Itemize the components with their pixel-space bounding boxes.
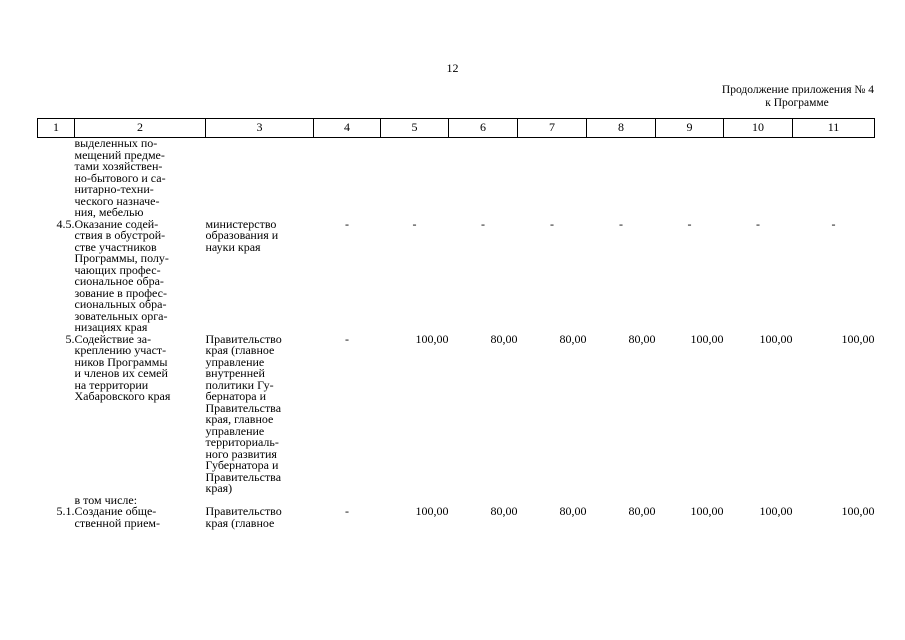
value-col-5: 100,00 (415, 331, 449, 346)
exec-line: края, главное (205, 412, 274, 426)
continuation-line-2: к Программе (765, 97, 829, 109)
row-number: 4.5. (56, 216, 75, 231)
value-col-9: - (687, 216, 692, 231)
desc-line: тами хозяйствен- (74, 159, 163, 173)
desc-line: Создание обще- (74, 504, 157, 518)
desc-line: но-бытового и са- (74, 170, 166, 185)
desc-line: на территории (74, 377, 149, 392)
exec-line: Правительства (205, 469, 282, 484)
appendix-continuation-note (690, 84, 874, 110)
exec-line: управление (205, 354, 265, 369)
desc-line: стве участников (74, 239, 157, 254)
exec-line: ного развития (205, 446, 277, 461)
desc-line: ния, мебелью (74, 205, 144, 219)
col-header-1: 1 (38, 119, 75, 138)
desc-line: ников Программы (74, 354, 168, 369)
value-col-9 (656, 138, 724, 219)
desc-line: ственной прием- (74, 515, 161, 530)
desc-line: и членов их семей (74, 366, 168, 380)
table-row (38, 334, 875, 495)
col-header-9: 9 (656, 119, 724, 138)
continuation-line-1: Продолжение приложения № 4 (721, 84, 874, 96)
desc-line: нитарно-техни- (74, 182, 154, 196)
value-col-7: - (550, 216, 554, 231)
desc-line: зовательных орга- (74, 308, 168, 323)
value-col-5: 100,00 (415, 504, 449, 518)
desc-line: креплению участ- (74, 343, 167, 357)
column-number-header-row (38, 119, 875, 138)
value-col-9: 100,00 (690, 504, 724, 518)
desc-line: Программы, полу- (74, 251, 169, 265)
col-header-8: 8 (587, 119, 656, 138)
exec-line: Правительства (205, 400, 282, 415)
measure-description (74, 216, 206, 334)
exec-line: края) (205, 481, 233, 495)
desc-line: выделенных по- (74, 136, 158, 150)
exec-line: управление (205, 423, 265, 438)
exec-line: науки края (205, 239, 261, 254)
desc-line: ческого назначе- (74, 193, 160, 208)
value-col-11: 100,00 (841, 331, 875, 346)
col-header-4: 4 (314, 119, 381, 138)
measure-description (74, 331, 206, 495)
executor (206, 506, 314, 529)
col-header-5: 5 (381, 119, 449, 138)
value-col-4 (314, 138, 381, 219)
col-header-2: 2 (75, 119, 206, 138)
value-col-10: - (756, 216, 760, 231)
measure-description (75, 506, 206, 529)
col-header-6: 6 (449, 119, 518, 138)
value-col-7: 80,00 (559, 331, 587, 346)
exec-line: Правительство (205, 504, 282, 518)
exec-line: края (главное (205, 515, 275, 530)
value-col-4: - (345, 504, 349, 518)
exec-line: образования и (205, 228, 279, 242)
col-header-11: 11 (793, 119, 875, 138)
col-header-10: 10 (724, 119, 793, 138)
desc-line: Оказание содей- (74, 216, 159, 231)
value-col-6: 80,00 (490, 331, 518, 346)
value-col-11: 100,00 (841, 504, 875, 518)
desc-line: мещений предме- (74, 147, 165, 162)
value-col-11 (793, 138, 875, 219)
table-row (38, 506, 875, 529)
desc-line: Хабаровского края (74, 389, 171, 403)
exec-line: политики Гу- (205, 377, 274, 392)
program-measures-table (37, 118, 875, 529)
exec-line: Губернатора и (205, 458, 279, 472)
desc-line: сиональное обра- (74, 274, 164, 288)
executor (205, 216, 314, 334)
row-number: 5.1. (56, 504, 75, 518)
desc-line: чающих профес- (74, 262, 161, 277)
value-col-4: - (345, 331, 349, 346)
value-col-8: - (619, 216, 623, 231)
including-label: в том числе: (74, 492, 138, 507)
value-col-10: 100,00 (759, 504, 793, 518)
value-col-11: - (831, 216, 836, 231)
executor (205, 331, 314, 495)
desc-line: зование в профес- (74, 285, 167, 300)
table-row (38, 219, 875, 334)
value-col-6 (449, 138, 518, 219)
value-col-8: 80,00 (628, 331, 656, 346)
col-header-7: 7 (518, 119, 587, 138)
exec-line: бернатора и (205, 389, 267, 403)
value-col-8: 80,00 (628, 504, 656, 518)
value-col-5: - (412, 216, 417, 231)
value-col-7 (518, 138, 587, 219)
value-col-6: - (481, 216, 485, 231)
exec-line: края (главное (205, 343, 275, 357)
page-number: 12 (446, 61, 459, 75)
desc-line: низациях края (74, 320, 148, 334)
row-number (38, 138, 75, 219)
table-row (38, 138, 875, 219)
value-col-4: - (345, 216, 349, 231)
measure-description (75, 138, 206, 219)
row-number: 5. (65, 331, 75, 346)
value-col-9: 100,00 (690, 331, 724, 346)
desc-line: Содействие за- (74, 331, 152, 346)
exec-line: территориаль- (205, 435, 279, 449)
col-header-3: 3 (206, 119, 314, 138)
value-col-10: 100,00 (759, 331, 793, 346)
value-col-6: 80,00 (490, 504, 518, 518)
exec-line: министерство (205, 216, 277, 231)
value-col-7: 80,00 (559, 504, 587, 518)
desc-line: сиональных обра- (74, 297, 167, 311)
exec-line: Правительство (205, 331, 282, 346)
value-col-10 (724, 138, 793, 219)
value-col-5 (381, 138, 449, 219)
executor (206, 138, 314, 219)
desc-line: ствия в обустрой- (74, 228, 166, 242)
value-col-8 (587, 138, 656, 219)
including-row (38, 495, 875, 507)
exec-line: внутренней (205, 366, 265, 380)
